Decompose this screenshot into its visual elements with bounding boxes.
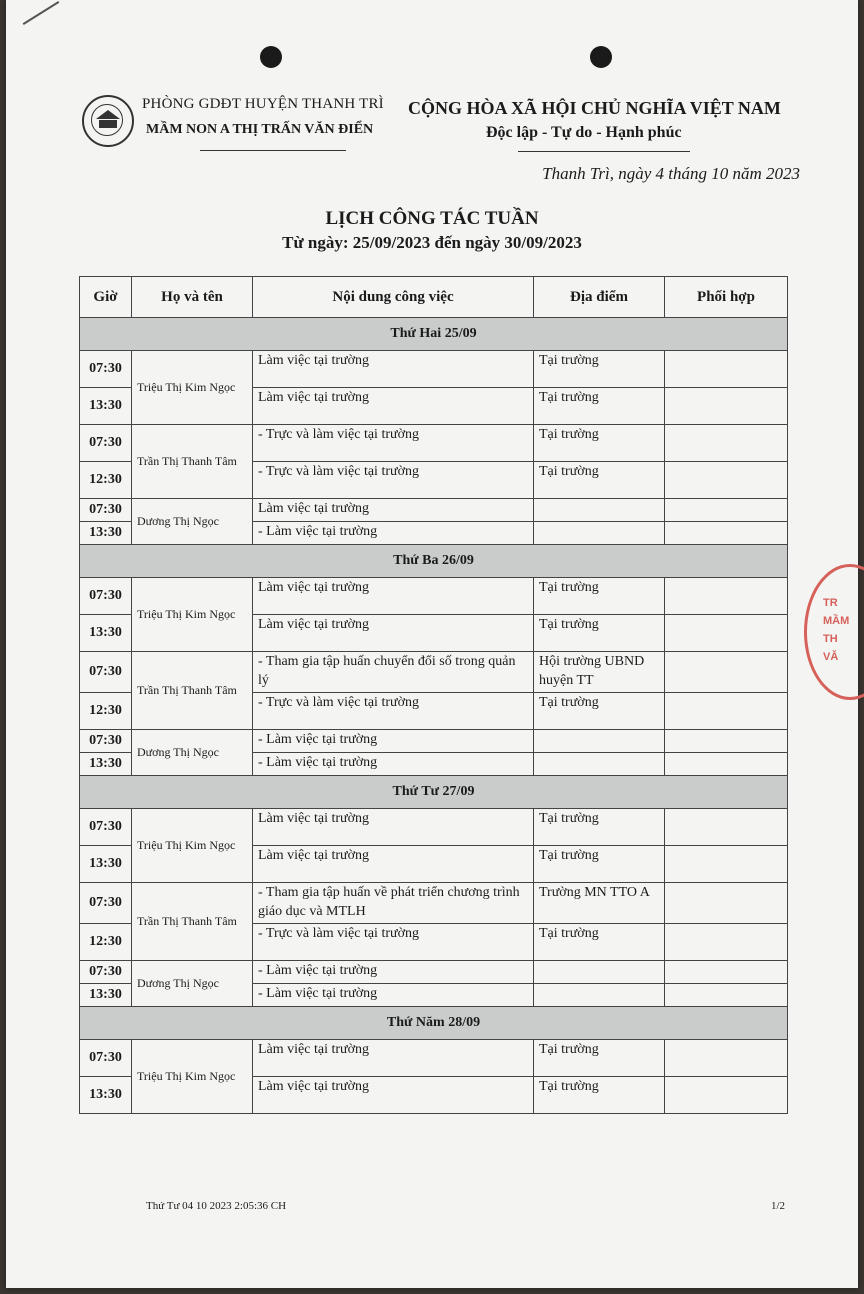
staff-name: Dương Thị Ngọc — [132, 499, 253, 545]
table-row — [80, 730, 788, 753]
coordination-cell — [665, 753, 788, 776]
task-cell: Làm việc tại trường — [253, 578, 534, 615]
time-cell: 07:30 — [80, 961, 132, 984]
staff-name: Trần Thị Thanh Tâm — [132, 425, 253, 499]
official-stamp: TR MẦM TH VĂ — [804, 564, 864, 700]
coordination-cell — [665, 499, 788, 522]
coordination-cell — [665, 961, 788, 984]
location-cell — [534, 753, 665, 776]
day-header-row — [80, 1007, 788, 1040]
location-cell: Tại trường — [534, 462, 665, 499]
day-label: Thứ Năm 28/09 — [80, 1007, 788, 1040]
task-cell: - Trực và làm việc tại trường — [253, 462, 534, 499]
org-underline — [200, 150, 346, 151]
time-cell: 07:30 — [80, 809, 132, 846]
coordination-cell — [665, 578, 788, 615]
time-cell: 07:30 — [80, 351, 132, 388]
task-cell: - Trực và làm việc tại trường — [253, 693, 534, 730]
table-row — [80, 883, 788, 924]
print-timestamp: Thứ Tư 04 10 2023 2:05:36 CH — [146, 1200, 287, 1212]
table-row — [80, 499, 788, 522]
location-cell: Tại trường — [534, 693, 665, 730]
location-cell — [534, 499, 665, 522]
staff-name: Dương Thị Ngọc — [132, 961, 253, 1007]
staff-name: Triệu Thị Kim Ngọc — [132, 1040, 253, 1114]
coordination-cell — [665, 388, 788, 425]
location-cell: Tại trường — [534, 388, 665, 425]
page-number: 1/2 — [771, 1200, 786, 1212]
table-row — [80, 652, 788, 693]
time-cell: 13:30 — [80, 846, 132, 883]
task-cell: - Làm việc tại trường — [253, 522, 534, 545]
table-row — [80, 425, 788, 462]
coordination-cell — [665, 984, 788, 1007]
coordination-cell — [665, 846, 788, 883]
time-cell: 13:30 — [80, 522, 132, 545]
location-cell — [534, 961, 665, 984]
col-header-time: Giờ — [80, 277, 132, 318]
table-row — [80, 351, 788, 388]
location-cell: Tại trường — [534, 809, 665, 846]
coordination-cell — [665, 730, 788, 753]
coordination-cell — [665, 652, 788, 693]
location-cell: Trường MN TTO A — [534, 883, 665, 924]
task-cell: Làm việc tại trường — [253, 615, 534, 652]
col-header-task: Nội dung công việc — [253, 277, 534, 318]
task-cell: - Trực và làm việc tại trường — [253, 425, 534, 462]
org-line-2: MẦM NON A THỊ TRẤN VĂN ĐIỂN — [146, 122, 374, 137]
date-range: Từ ngày: 25/09/2023 đến ngày 30/09/2023 — [282, 233, 582, 252]
col-header-location: Địa điểm — [534, 277, 665, 318]
time-cell: 07:30 — [80, 883, 132, 924]
staff-name: Triệu Thị Kim Ngọc — [132, 809, 253, 883]
table-row — [80, 961, 788, 984]
task-cell: - Tham gia tập huấn chuyển đổi số trong quản lý — [253, 652, 534, 693]
national-motto: Độc lập - Tự do - Hạnh phúc — [486, 124, 682, 141]
staff-name: Triệu Thị Kim Ngọc — [132, 351, 253, 425]
schedule-table — [79, 276, 788, 1114]
coordination-cell — [665, 809, 788, 846]
coordination-cell — [665, 615, 788, 652]
task-cell: Làm việc tại trường — [253, 846, 534, 883]
school-logo-icon — [82, 95, 134, 147]
motto-underline — [518, 151, 690, 152]
coordination-cell — [665, 351, 788, 388]
org-line-1: PHÒNG GDĐT HUYỆN THANH TRÌ — [142, 96, 384, 112]
day-label: Thứ Hai 25/09 — [80, 318, 788, 351]
time-cell: 12:30 — [80, 924, 132, 961]
time-cell: 13:30 — [80, 1077, 132, 1114]
time-cell: 13:30 — [80, 388, 132, 425]
location-cell — [534, 730, 665, 753]
location-cell — [534, 984, 665, 1007]
location-cell: Hội trường UBND huyện TT — [534, 652, 665, 693]
task-cell: - Làm việc tại trường — [253, 753, 534, 776]
task-cell: - Trực và làm việc tại trường — [253, 924, 534, 961]
task-cell: Làm việc tại trường — [253, 351, 534, 388]
location-cell: Tại trường — [534, 924, 665, 961]
location-cell: Tại trường — [534, 351, 665, 388]
punch-hole-right — [590, 46, 612, 68]
staff-name: Trần Thị Thanh Tâm — [132, 883, 253, 961]
location-cell: Tại trường — [534, 1077, 665, 1114]
time-cell: 07:30 — [80, 652, 132, 693]
task-cell: - Làm việc tại trường — [253, 961, 534, 984]
staff-name: Trần Thị Thanh Tâm — [132, 652, 253, 730]
location-cell: Tại trường — [534, 425, 665, 462]
task-cell: Làm việc tại trường — [253, 809, 534, 846]
location-cell: Tại trường — [534, 1040, 665, 1077]
col-header-coordination: Phối hợp — [665, 277, 788, 318]
time-cell: 07:30 — [80, 425, 132, 462]
task-cell: Làm việc tại trường — [253, 499, 534, 522]
task-cell: Làm việc tại trường — [253, 1040, 534, 1077]
time-cell: 12:30 — [80, 462, 132, 499]
table-header-row — [80, 277, 788, 318]
day-label: Thứ Tư 27/09 — [80, 776, 788, 809]
task-cell: Làm việc tại trường — [253, 1077, 534, 1114]
coordination-cell — [665, 1040, 788, 1077]
task-cell: - Tham gia tập huấn về phát triển chương trình giáo dục và MTLH — [253, 883, 534, 924]
time-cell: 07:30 — [80, 730, 132, 753]
time-cell: 12:30 — [80, 693, 132, 730]
coordination-cell — [665, 883, 788, 924]
time-cell: 07:30 — [80, 578, 132, 615]
location-cell: Tại trường — [534, 846, 665, 883]
staff-name: Triệu Thị Kim Ngọc — [132, 578, 253, 652]
time-cell: 13:30 — [80, 753, 132, 776]
coordination-cell — [665, 924, 788, 961]
task-cell: Làm việc tại trường — [253, 388, 534, 425]
time-cell: 07:30 — [80, 499, 132, 522]
location-cell: Tại trường — [534, 615, 665, 652]
coordination-cell — [665, 462, 788, 499]
time-cell: 13:30 — [80, 615, 132, 652]
day-header-row — [80, 776, 788, 809]
punch-hole-left — [260, 46, 282, 68]
day-header-row — [80, 318, 788, 351]
col-header-name: Họ và tên — [132, 277, 253, 318]
day-label: Thứ Ba 26/09 — [80, 545, 788, 578]
coordination-cell — [665, 425, 788, 462]
task-cell: - Làm việc tại trường — [253, 730, 534, 753]
task-cell: - Làm việc tại trường — [253, 984, 534, 1007]
document-title: LỊCH CÔNG TÁC TUẦN — [325, 208, 539, 229]
national-title: CỘNG HÒA XÃ HỘI CHỦ NGHĨA VIỆT NAM — [408, 98, 781, 118]
time-cell: 13:30 — [80, 984, 132, 1007]
pen-mark — [23, 1, 60, 25]
coordination-cell — [665, 522, 788, 545]
staff-name: Dương Thị Ngọc — [132, 730, 253, 776]
day-header-row — [80, 545, 788, 578]
table-row — [80, 809, 788, 846]
document-date: Thanh Trì, ngày 4 tháng 10 năm 2023 — [542, 164, 800, 183]
coordination-cell — [665, 1077, 788, 1114]
coordination-cell — [665, 693, 788, 730]
table-row — [80, 1040, 788, 1077]
time-cell: 07:30 — [80, 1040, 132, 1077]
location-cell: Tại trường — [534, 578, 665, 615]
location-cell — [534, 522, 665, 545]
table-row — [80, 578, 788, 615]
